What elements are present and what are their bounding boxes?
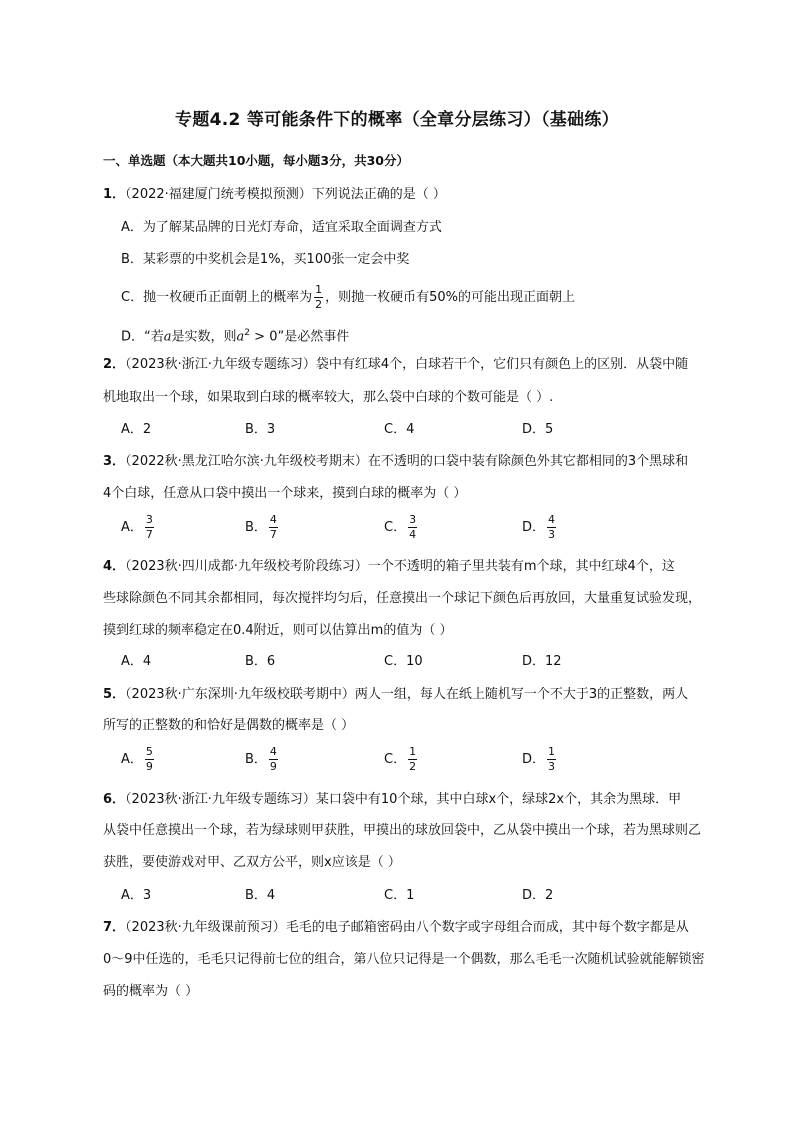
q4-option-b: B．6 xyxy=(245,654,276,669)
frac-num: 1 xyxy=(548,745,556,758)
opt-label: A． xyxy=(121,752,143,767)
frac-num: 3 xyxy=(145,513,153,526)
question-text: （2022秋·黑龙江哈尔滨·九年级校考期末）在不透明的口袋中装有除颜色外其它都相同的3个黑球和 xyxy=(125,454,689,469)
question-number: 5． xyxy=(103,687,126,702)
frac-den: 7 xyxy=(145,528,153,541)
q5-option-d xyxy=(522,746,558,773)
q1-option-c-post: ，则抛一枚硬币有50%的可能出现正面朝上 xyxy=(325,290,575,305)
q5-option-b xyxy=(245,746,280,773)
question-text: （2023秋·九年级课前预习）毛毛的电子邮箱密码由八个数字或字母组合而成，其中每个数字都是从 xyxy=(125,920,689,935)
q6-option-c: C．1 xyxy=(384,888,415,903)
question-text: （2023秋·浙江·九年级专题练习）袋中有红球4个，白球若干个，它们只有颜色上的区别．从袋中随 xyxy=(125,357,689,372)
frac-num: 1 xyxy=(409,745,417,758)
q1-option-c-pre: C．抛一枚硬币正面朝上的概率为 xyxy=(121,290,313,305)
frac-num: 4 xyxy=(269,513,277,526)
q3-option-d-fraction xyxy=(547,514,556,541)
q5-option-d-fraction xyxy=(547,746,556,773)
opt-label: C． xyxy=(384,752,407,767)
q4-line-3: 摸到红球的频率稳定在0.4附近，则可以估算出m的值为（ ） xyxy=(103,623,453,638)
opt-label: A． xyxy=(121,520,143,535)
question-number: 3． xyxy=(103,454,126,469)
q7-line-1 xyxy=(103,919,689,937)
q1-option-c-fraction xyxy=(314,284,323,311)
q1-option-d-expr: a xyxy=(236,329,245,345)
frac-num: 3 xyxy=(409,513,417,526)
question-number: 2． xyxy=(103,357,126,372)
frac-den: 9 xyxy=(145,760,153,773)
frac-den: 4 xyxy=(409,528,417,541)
frac-den: 9 xyxy=(269,760,277,773)
q2-option-d: D．5 xyxy=(522,422,554,437)
frac-num: 1 xyxy=(315,283,323,296)
question-text: （2023秋·浙江·九年级专题练习）某口袋中有10个球，其中白球x个，绿球2x个，其余为黑球．甲 xyxy=(125,792,682,807)
q3-line-2: 4个白球，任意从口袋中摸出一个球来，摸到白球的概率为（ ） xyxy=(103,486,467,501)
q5-option-b-fraction xyxy=(269,746,278,773)
q5-option-c xyxy=(384,746,419,773)
question-number: 6． xyxy=(103,792,126,807)
q1-option-a: A．为了解某品牌的日光灯寿命，适宜采取全面调查方式 xyxy=(121,220,442,235)
q1-option-d-mid: 是实数，则 xyxy=(171,329,237,345)
q1-option-d-post: > 0”是必然事件 xyxy=(250,329,350,345)
q3-option-b xyxy=(245,514,280,541)
q5-line-1 xyxy=(103,686,688,704)
q5-option-a xyxy=(121,746,156,773)
frac-den: 3 xyxy=(548,528,556,541)
question-number: 4． xyxy=(103,559,126,574)
q6-option-b: B．4 xyxy=(245,888,276,903)
q2-line-2: 机地取出一个球，如果取到白球的概率较大，那么袋中白球的个数可能是（ ）. xyxy=(103,390,554,405)
q1-stem xyxy=(103,186,446,204)
q1-option-c xyxy=(121,284,575,311)
question-number: 1． xyxy=(103,187,126,202)
frac-num: 4 xyxy=(269,745,277,758)
q3-option-d xyxy=(522,514,558,541)
opt-label: B． xyxy=(245,520,267,535)
q2-line-1 xyxy=(103,356,688,374)
question-number: 7． xyxy=(103,920,126,935)
question-text: （2023秋·广东深圳·九年级校联考期中）两人一组，每人在纸上随机写一个不大于3的正整数，两人 xyxy=(125,687,689,702)
q1-option-d xyxy=(121,324,349,346)
q7-line-2: 0～9中任选的，毛毛只记得前七位的组合，第八位只记得是一个偶数，那么毛毛一次随机试验就能解锁密 xyxy=(103,952,705,967)
q4-option-c: C．10 xyxy=(384,654,423,669)
q5-option-c-fraction xyxy=(408,746,417,773)
q2-option-a: A．2 xyxy=(121,422,152,437)
q3-option-a xyxy=(121,514,156,541)
q4-option-d: D．12 xyxy=(522,654,562,669)
frac-den: 2 xyxy=(409,760,417,773)
question-text: （2022·福建厦门统考模拟预测）下列说法正确的是（ ） xyxy=(125,187,446,202)
q3-option-c-fraction xyxy=(408,514,417,541)
q3-option-b-fraction xyxy=(269,514,278,541)
q6-line-1 xyxy=(103,791,681,809)
q6-line-2: 从袋中任意摸出一个球，若为绿球则甲获胜，甲摸出的球放回袋中，乙从袋中摸出一个球，若为黑球则乙 xyxy=(103,823,702,838)
q2-option-c: C．4 xyxy=(384,422,415,437)
q6-option-a: A．3 xyxy=(121,888,152,903)
q5-line-2: 所写的正整数的和恰好是偶数的概率是（ ） xyxy=(103,718,355,733)
frac-num: 5 xyxy=(145,745,153,758)
frac-den: 7 xyxy=(269,528,277,541)
section-heading: 一、单选题（本大题共10小题，每小题3分，共30分） xyxy=(103,153,409,168)
q1-option-d-pre: D．“若 xyxy=(121,329,164,345)
q1-option-b: B．某彩票的中奖机会是1%，买100张一定会中奖 xyxy=(121,252,410,267)
opt-label: B． xyxy=(245,752,267,767)
question-text: （2023秋·四川成都·九年级校考阶段练习）一个不透明的箱子里共装有m个球，其中红球4个，这 xyxy=(125,559,675,574)
opt-label: D． xyxy=(522,752,546,767)
q6-option-d: D．2 xyxy=(522,888,554,903)
q7-line-3: 码的概率为（ ） xyxy=(103,984,199,999)
opt-label: D． xyxy=(522,520,546,535)
page-title: 专题4.2 等可能条件下的概率（全章分层练习）（基础练） xyxy=(175,110,619,130)
q5-option-a-fraction xyxy=(145,746,154,773)
q3-option-a-fraction xyxy=(145,514,154,541)
q2-option-b: B．3 xyxy=(245,422,276,437)
frac-den: 3 xyxy=(548,760,556,773)
q1-option-d-sup: 2 xyxy=(244,328,251,338)
q6-line-3: 获胜，要使游戏对甲、乙双方公平，则x应该是（ ） xyxy=(103,855,401,870)
frac-den: 2 xyxy=(315,298,323,311)
frac-num: 4 xyxy=(548,513,556,526)
q1-option-d-var: a xyxy=(163,329,172,345)
q3-option-c xyxy=(384,514,419,541)
q4-option-a: A．4 xyxy=(121,654,152,669)
q3-line-1 xyxy=(103,453,688,471)
q4-line-2: 些球除颜色不同其余都相同，每次搅拌均匀后，任意摸出一个球记下颜色后再放回，大量重复试验发现， xyxy=(103,591,702,606)
opt-label: C． xyxy=(384,520,407,535)
q4-line-1 xyxy=(103,558,675,576)
